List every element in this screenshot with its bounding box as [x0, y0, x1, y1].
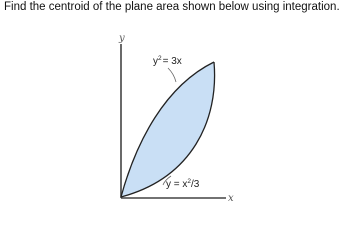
- problem-statement: Find the centroid of the plane area shown below using integration.: [4, 1, 340, 13]
- upper-curve-leader: [168, 68, 176, 82]
- shaded-region: [121, 62, 215, 197]
- upper-curve-label: [153, 55, 182, 67]
- lower-curve-label-lhs: y = x: [166, 179, 188, 190]
- y-axis-label: y: [119, 33, 125, 44]
- upper-curve-label-rhs: = 3x: [162, 56, 182, 67]
- x-axis-label: x: [228, 193, 234, 204]
- upper-curve-label-lhs: y: [153, 56, 158, 67]
- lower-curve-label: [166, 178, 200, 190]
- lower-curve-label-exponent: 2: [187, 178, 192, 185]
- lower-curve-label-rhs: /3: [191, 179, 200, 190]
- upper-curve-label-exponent: 2: [158, 55, 162, 62]
